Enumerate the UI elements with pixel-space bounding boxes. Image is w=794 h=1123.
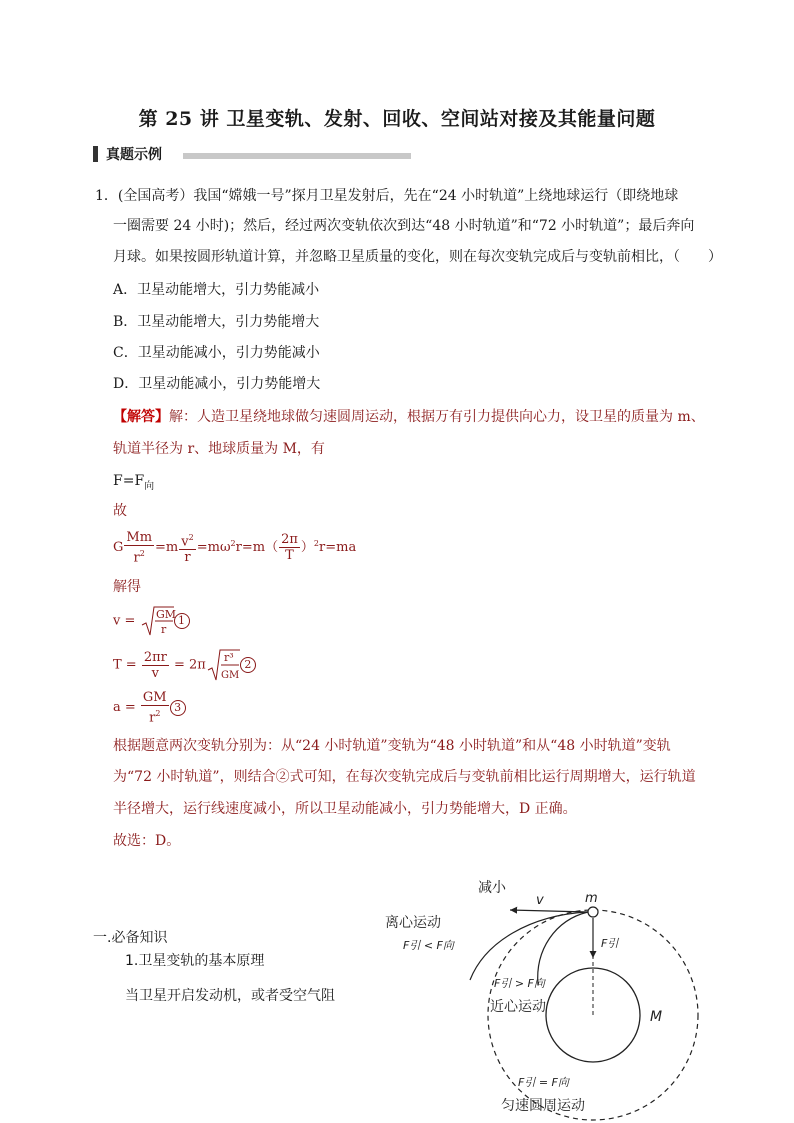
jiede-text: 解得 (113, 579, 141, 595)
label-jinxin: 近心运动 (490, 999, 546, 1015)
label-jianxiao: 减小 (478, 880, 506, 896)
force-equation-sub: 向 (144, 480, 155, 492)
period-equation: T = $\frac{2\pi r}{v}$ = 2π r³ GM 2 (113, 648, 256, 682)
knowledge-subheading: 1.卫星变轨的基本原理 (125, 953, 265, 969)
label-f-lixin: F引 < F向 (403, 939, 454, 952)
option-c: C．卫星动能减小，引力势能减小 (113, 345, 320, 361)
satellite-dot (588, 907, 598, 917)
centripetal-path (538, 912, 588, 985)
answer-text-1: 解：人造卫星绕地球做匀速圆周运动，根据万有引力提供向心力，设卫星的质量为 m、 (169, 409, 705, 425)
label-f-jinxin: F引 > F向 (494, 977, 545, 990)
label-m: m (585, 891, 598, 906)
label-yunsu: 匀速圆周运动 (501, 1098, 585, 1114)
label-v: v (536, 893, 544, 908)
conclusion-line-2: 为“72 小时轨道”，则结合②式可知，在每次变轨完成后与变轨前相比运行周期增大，运行轨道 (113, 769, 696, 785)
label-M: M (650, 1009, 663, 1025)
section-title: 真题示例 (106, 147, 162, 163)
section-marker (93, 146, 98, 162)
question-line-1: 1．(全国高考）我国“嫦娥一号”探月卫星发射后，先在“24 小时轨道”上绕地球运行（即绕地球 (95, 188, 679, 204)
knowledge-heading: 一.必备知识 (93, 930, 168, 946)
section-rule (183, 153, 411, 159)
option-a: A．卫星动能增大，引力势能减小 (113, 282, 320, 298)
page-title: 第 25 讲 卫星变轨、发射、回收、空间站对接及其能量问题 (138, 108, 656, 130)
final-answer: 故选：D。 (113, 833, 181, 849)
acceleration-equation: a = $\frac{GM}{r^2}$ 3 (113, 690, 186, 725)
force-equation-main: F=F (113, 473, 145, 489)
conclusion-line-1: 根据题意两次变轨分别为：从“24 小时轨道”变轨为“48 小时轨道”和从“48 小时轨道”变轨 (113, 738, 671, 754)
centrifugal-path (470, 912, 588, 980)
knowledge-text: 当卫星开启发动机，或者受空气阻 (125, 988, 335, 1004)
orbit-diagram (370, 870, 700, 1123)
label-f-yin: F引 (601, 937, 619, 950)
question-line-3: 月球。如果按圆形轨道计算，并忽略卫星质量的变化，则在每次变轨完成后与变轨前相比，（ ） (113, 249, 722, 265)
velocity-equation: v = GM r 1 (113, 605, 190, 637)
label-lixin: 离心运动 (385, 915, 441, 931)
question-line-2: 一圈需要 24 小时)；然后，经过两次变轨依次到达“48 小时轨道”和“72 小时轨道”；最后奔向 (113, 218, 695, 234)
svg-text:GM: GM (220, 670, 240, 681)
main-equation: G $\frac{Mm}{r^2}$ =m $\frac{v^2}{r}$ $=m\omega^2r=m$（ $\frac{2\pi}{T}$ ）$^2$r=ma (113, 530, 357, 566)
option-d: D．卫星动能减小，引力势能增大 (113, 376, 321, 392)
answer-tag: 【解答】 (113, 409, 169, 425)
svg-text:r³: r³ (223, 651, 234, 664)
conclusion-line-3: 半径增大，运行线速度减小，所以卫星动能减小，引力势能增大，D 正确。 (113, 801, 577, 817)
svg-text:GM: GM (155, 608, 176, 621)
svg-text:r: r (160, 623, 166, 636)
answer-line-1 (113, 407, 705, 427)
option-b: B．卫星动能增大，引力势能增大 (113, 314, 320, 330)
force-equation (113, 471, 154, 497)
answer-line-2: 轨道半径为 r、地球质量为 M，有 (113, 441, 325, 457)
gu-text: 故 (113, 503, 127, 519)
label-f-eq: F引 = F向 (518, 1076, 569, 1089)
